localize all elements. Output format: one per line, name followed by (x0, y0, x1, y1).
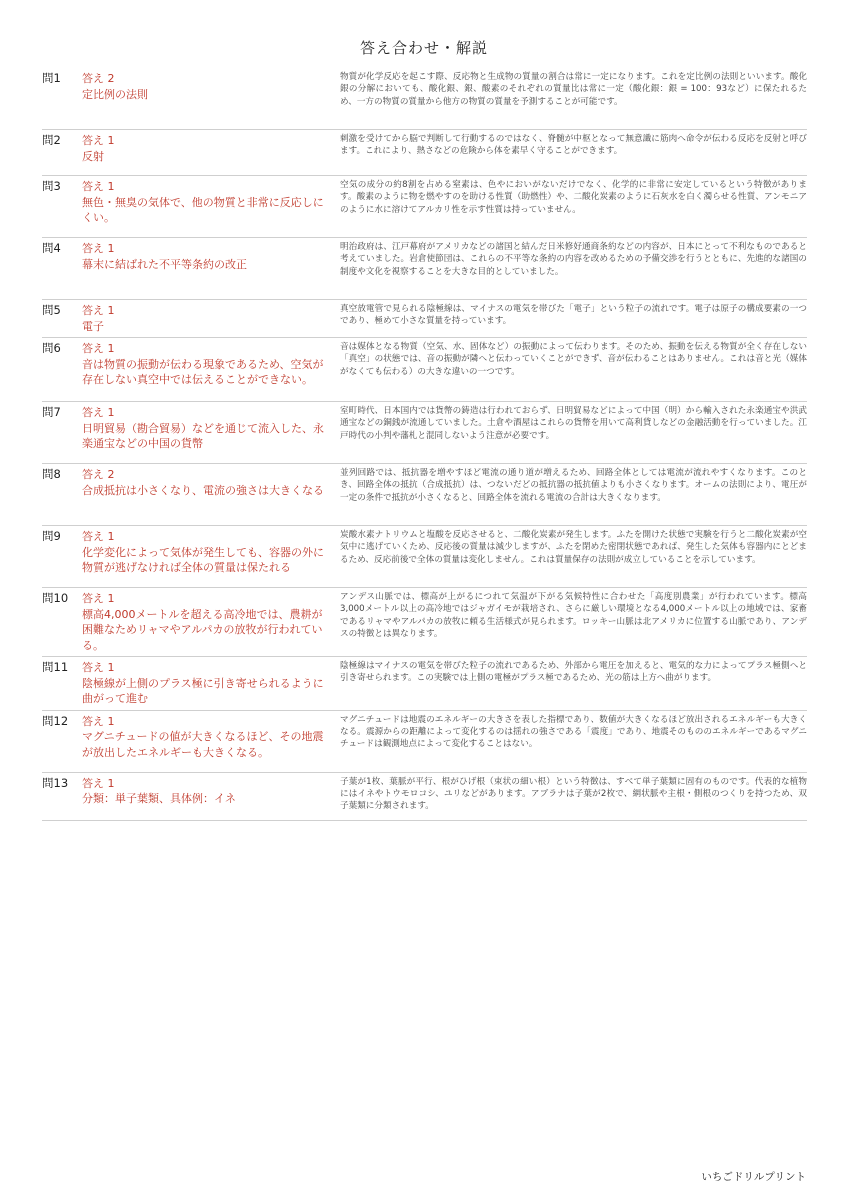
answer-text: 化学変化によって気体が発生しても、容器の外に物質が逃げなければ全体の質量は保たれる (82, 545, 324, 574)
answer-label: 答え 1 (82, 134, 115, 147)
answer-cell (82, 591, 336, 653)
answer-label: 答え 1 (82, 592, 115, 605)
answer-row (42, 68, 807, 130)
explanation-text: 明治政府は、江戸幕府がアメリカなどの諸国と結んだ日米修好通商条約などの内容が、日本にとって不利なものであると考えていました。岩倉使節団は、これらの不平等な条約の内容を改めるための予備交渉を行うとともに、先進的な諸国の制度や文化を視察することを大きな目的としていました。 (340, 242, 807, 277)
answer-cell (82, 303, 336, 334)
answer-cell (82, 405, 336, 460)
answer-row (42, 130, 807, 176)
answer-label: 答え 2 (82, 468, 115, 481)
answer-table (42, 68, 807, 821)
answer-text: 合成抵抗は小さくなり、電流の強さは大きくなる (82, 483, 324, 497)
explanation-text: 真空放電管で見られる陰極線は、マイナスの電気を帯びた「電子」という粒子の流れです。電子は原子の構成要素の一つであり、極めて小さな質量を持っています。 (340, 304, 807, 327)
question-number: 問3 (42, 179, 61, 193)
question-number: 問2 (42, 133, 61, 147)
answer-label: 答え 1 (82, 342, 115, 355)
answer-row (42, 176, 807, 238)
question-number: 問4 (42, 241, 61, 255)
explanation-text: 並列回路では、抵抗器を増やすほど電流の通り道が増えるため、回路全体としては電流が流れやすくなります。このとき、回路全体の抵抗（合成抵抗）は、つないだどの抵抗器の抵抗値よりも小さくなります。オームの法則により、電圧が一定の条件で抵抗が小さくなると、回路全体を流れる電流の合計は大きくなります。 (340, 468, 807, 503)
explanation-text: 音は媒体となる物質（空気、水、固体など）の振動によって伝わります。そのため、振動を伝える物質が全く存在しない「真空」の状態では、音の振動が隣へと伝わっていくことができず、音が伝わることはありません。これは音と光（媒体がなくても伝わる）の大きな違いの一つです。 (340, 342, 807, 377)
answer-row (42, 300, 807, 338)
answer-row (42, 773, 807, 821)
question-number: 問5 (42, 303, 61, 317)
answer-text: マグニチュードの値が大きくなるほど、その地震が放出したエネルギーも大きくなる。 (82, 730, 324, 759)
answer-row (42, 711, 807, 773)
answer-label: 答え 1 (82, 242, 115, 255)
question-number: 問12 (42, 713, 69, 728)
explanation-text: 空気の成分の約8割を占める窒素は、色やにおいがないだけでなく、化学的に非常に安定しているという特徴があります。酸素のように物を燃やすのを助ける性質（助燃性）や、二酸化炭素のように石灰水を白く濁らせる性質、アンモニアのように水に溶けてアルカリ性を示す性質は持っていません。 (340, 180, 807, 215)
page-title: 答え合わせ・解説 (359, 39, 488, 57)
question-number: 問1 (42, 71, 61, 85)
explanation-text: 陰極線はマイナスの電気を帯びた粒子の流れであるため、外部から電圧を加えると、電気的な力によってプラス極側へと引き寄せられます。この実験では上側の電極がプラス極であるため、光の筋は上方へ曲がります。 (340, 661, 807, 684)
answer-text: 分類：単子葉類、具体例：イネ (82, 792, 236, 805)
answer-text: 電子 (82, 319, 104, 333)
answer-cell (82, 714, 336, 769)
answer-row (42, 338, 807, 402)
answer-row (42, 464, 807, 526)
answer-label: 答え 1 (82, 776, 115, 790)
answer-text: 標高4,000メートルを超える高冷地では、農耕が困難なためリャマやアルパカの放牧が行われている。 (82, 607, 323, 652)
question-number: 問8 (42, 467, 61, 481)
answer-label: 答え 1 (82, 661, 115, 674)
answer-cell (82, 776, 336, 817)
answer-label: 答え 1 (82, 714, 115, 728)
answer-text: 音は物質の振動が伝わる現象であるため、空気が存在しない真空中では伝えることができない。 (82, 357, 324, 386)
answer-cell (82, 179, 336, 234)
answer-text: 反射 (82, 149, 104, 163)
question-number: 問7 (42, 405, 61, 419)
footer-brand: いちごドリルプリント (701, 1171, 806, 1183)
answer-label: 答え 2 (82, 72, 115, 85)
question-number: 問6 (42, 341, 61, 355)
explanation-text: 刺激を受けてから脳で判断して行動するのではなく、脊髄が中枢となって無意識に筋肉へ命令が伝わる反応を反射と呼びます。これにより、熱さなどの危険から体を素早く守ることができます。 (340, 134, 807, 157)
explanation-text: 炭酸水素ナトリウムと塩酸を反応させると、二酸化炭素が発生します。ふたを開けた状態で実験を行うと二酸化炭素が空気中に逃げていくため、反応後の質量は減少しますが、ふたを閉めた密閉状態であれば、発生した気体も容器内にとどまるため、反応前後で全体の質量は変化しません。これは質量保存の法則が成立していることを示しています。 (340, 530, 807, 565)
answer-label: 答え 1 (82, 406, 115, 419)
question-number: 問10 (42, 591, 69, 605)
answer-label: 答え 1 (82, 180, 115, 193)
answer-cell (82, 467, 336, 522)
answer-text: 無色・無臭の気体で、他の物質と非常に反応しにくい。 (82, 195, 324, 224)
answer-cell (82, 660, 336, 707)
explanation-text: マグニチュードは地震のエネルギーの大きさを表した指標であり、数値が大きくなるほど放出されるエネルギーも大きくなる。震源からの距離によって変化するのは揺れの強さである「震度」であり、地震そのもののエネルギーであるマグニチュードは観測地点によって変化することはない。 (340, 714, 807, 750)
answer-label: 答え 1 (82, 304, 115, 317)
answer-cell (82, 71, 336, 126)
question-number: 問11 (42, 660, 69, 674)
explanation-text: 室町時代、日本国内では貨幣の鋳造は行われておらず、日明貿易などによって中国（明）から輸入された永楽通宝や洪武通宝などの銅銭が流通していました。土倉や酒屋はこれらの貨幣を用いて高利貸しなどの金融活動を行っていました。江戸時代の小判や藩札と混同しないよう注意が必要です。 (340, 406, 807, 441)
answer-label: 答え 1 (82, 530, 115, 543)
answer-cell (82, 341, 336, 398)
answer-text: 定比例の法則 (82, 87, 148, 101)
answer-cell (82, 133, 336, 172)
answer-cell (82, 241, 336, 296)
explanation-text: 物質が化学反応を起こす際、反応物と生成物の質量の割合は常に一定になります。これを定比例の法則といいます。酸化銀の分解においても、酸化銀、銀、酸素のそれぞれの質量比は常に一定（酸化銀：銀 = 100：93など）に保たれるため、一方の物質の質量から他方の物質の質量を予測することが可能です。 (340, 72, 807, 107)
answer-row (42, 238, 807, 300)
answer-row (42, 588, 807, 657)
answer-row (42, 657, 807, 711)
question-number: 問13 (42, 775, 69, 790)
explanation-text: 子葉が1枚、葉脈が平行、根がひげ根（束状の細い根）という特徴は、すべて単子葉類に固有のものです。代表的な植物にはイネやトウモロコシ、ユリなどがあります。アブラナは子葉が2枚で、網状脈や主根・側根のつくりを持つため、双子葉類に分類されます。 (340, 776, 807, 812)
answer-text: 日明貿易（勘合貿易）などを通じて流入した、永楽通宝などの中国の貨幣 (82, 421, 324, 450)
answer-text: 幕末に結ばれた不平等条約の改正 (82, 257, 247, 271)
question-number: 問9 (42, 529, 61, 543)
answer-row (42, 526, 807, 588)
explanation-text: アンデス山脈では、標高が上がるにつれて気温が下がる気候特性に合わせた「高度別農業」が行われています。標高3,000メートル以上の高冷地ではジャガイモが栽培され、さらに厳しい環境となる4,000メートル以上の地域では、家畜であるリャマやアルパカの放牧に頼る生活様式が見られます。ロッキー山脈は北アメリカに位置する山脈であり、アンデスの特徴とは異なります。 (340, 592, 807, 640)
answer-cell (82, 529, 336, 584)
answer-text: 陰極線が上側のプラス極に引き寄せられるように曲がって進む (82, 676, 324, 705)
answer-row (42, 402, 807, 464)
